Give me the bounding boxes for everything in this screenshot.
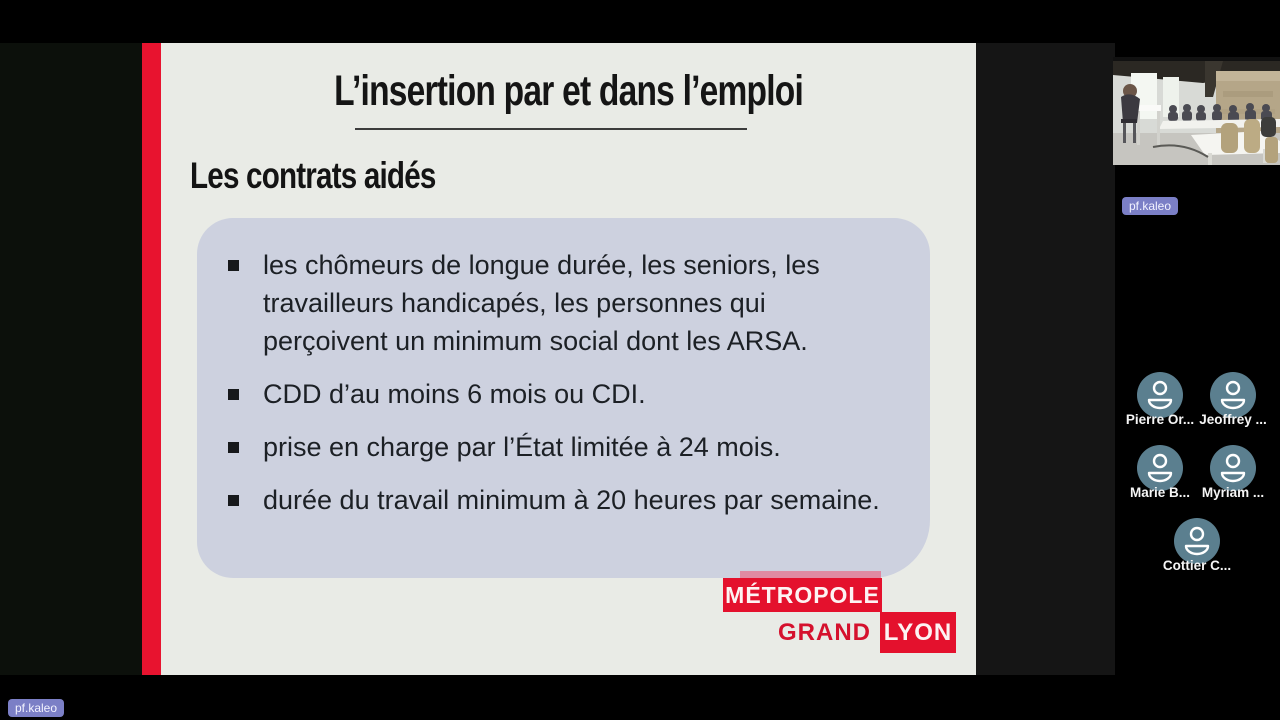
- bullet-item: [228, 481, 900, 519]
- slide-content-box: [197, 218, 930, 578]
- participant-name: Jeoffrey ...: [1199, 412, 1267, 427]
- bullet-list: [228, 246, 900, 519]
- slide-red-stripe: [142, 43, 161, 675]
- bullet-square-icon: [228, 495, 239, 506]
- slide-subtitle-text: Les contrats aidés: [190, 155, 436, 196]
- participant-name: Myriam ...: [1201, 485, 1265, 500]
- slide-subtitle: [190, 155, 497, 197]
- participant-name: Pierre Or...: [1125, 412, 1195, 427]
- room-video-label: pf.kaleo: [1122, 197, 1178, 215]
- bullet-square-icon: [228, 442, 239, 453]
- room-video-scene: [1113, 57, 1280, 165]
- grand-lyon-logo-grand: GRAND: [778, 619, 871, 646]
- room-video-thumbnail[interactable]: [1113, 57, 1280, 165]
- participant-name: Cottier C...: [1162, 558, 1232, 573]
- slide-title: [161, 67, 976, 116]
- grand-lyon-logo-lyon: LYON: [880, 612, 956, 653]
- bullet-square-icon: [228, 260, 239, 271]
- shared-slide: [142, 43, 976, 675]
- self-name-label: pf.kaleo: [8, 699, 64, 717]
- bullet-item: [228, 246, 900, 360]
- bullet-text: CDD d’au moins 6 mois ou CDI.: [263, 379, 646, 409]
- bullet-item: [228, 375, 900, 413]
- bullet-text: durée du travail minimum à 20 heures par semaine.: [263, 485, 880, 515]
- screenshare-margin-left: [0, 43, 142, 675]
- title-underline: [355, 128, 747, 130]
- screenshare-margin-right: [976, 43, 1115, 675]
- bullet-square-icon: [228, 389, 239, 400]
- grand-lyon-logo-metropole: MÉTROPOLE: [723, 578, 882, 612]
- bullet-item: [228, 428, 900, 466]
- bullet-text: prise en charge par l’État limitée à 24 mois.: [263, 432, 781, 462]
- bullet-text: les chômeurs de longue durée, les seniors, les travailleurs handicapés, les personnes qui perçoivent un minimum social dont les ARSA.: [263, 250, 820, 356]
- slide-title-text: L’insertion par et dans l’emploi: [334, 67, 803, 115]
- participant-name: Marie B...: [1129, 485, 1191, 500]
